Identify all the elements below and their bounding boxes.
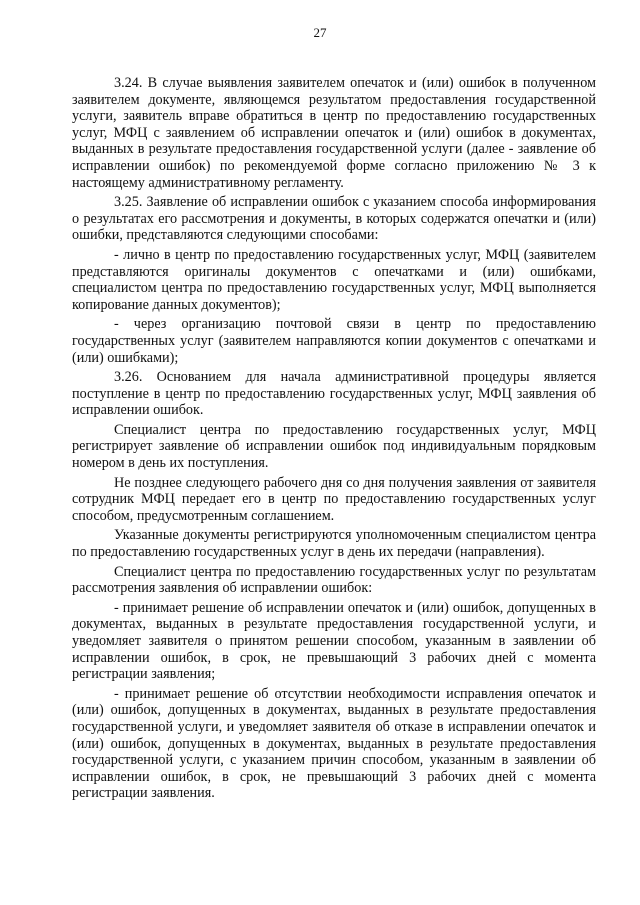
list-item-accept-correction: - принимает решение об исправлении опечаток и (или) ошибок, допущенных в документах, выданных в результате предоставления государственной услуги, и уведомляет заявителя о принятом решении способом, указанным в заявлении об исправлении ошибок, в срок, не превышающий 3 рабочих дней с момента регистрации заявления; xyxy=(72,599,596,683)
list-item-in-person: - лично в центр по предоставлению государственных услуг, МФЦ (заявителем представляются оригиналы документов с опечатками и (или) ошибками, специалистом центра по предоставлению государственных услуг, МФЦ выполняется копирование данных документов); xyxy=(72,246,596,313)
paragraph-registration: Специалист центра по предоставлению государственных услуг, МФЦ регистрирует заявление об исправлении ошибок под индивидуальным порядковым номером в день их поступления. xyxy=(72,421,596,472)
paragraph-specialist-review: Специалист центра по предоставлению государственных услуг по результатам рассмотрения заявления об исправлении ошибок: xyxy=(72,563,596,597)
paragraph-3-25: 3.25. Заявление об исправлении ошибок с указанием способа информирования о результатах его рассмотрения и документы, в которых содержатся опечатки и (или) ошибки, представляются следующими способами: xyxy=(72,194,596,244)
document-body xyxy=(72,75,596,805)
paragraph-transfer: Не позднее следующего рабочего дня со дня получения заявления от заявителя сотрудник МФЦ передает его в центр по предоставлению государственных услуг способом, предусмотренным соглашением. xyxy=(72,474,596,524)
page-number: 27 xyxy=(313,25,327,40)
paragraph-3-24: 3.24. В случае выявления заявителем опечаток и (или) ошибок в полученном заявителем документе, являющемся результатом предоставления государственной услуги, заявитель вправе обратиться в центр по предоставлению государственных услуг, МФЦ с заявлением об исправлении опечаток и (или) ошибок в документах, выданных в результате предоставления государственной услуги (далее - заявление об исправлении ошибок) по рекомендуемой форме согласно приложению № 3 к настоящему административному регламенту. xyxy=(72,75,596,191)
list-item-by-mail: - через организацию почтовой связи в центр по предоставлению государственных услуг (заявителем направляются копии документов с опечатками и (или) ошибками); xyxy=(72,316,596,366)
paragraph-documents-registered: Указанные документы регистрируются уполномоченным специалистом центра по предоставлению государственных услуг в день их передачи (направления). xyxy=(72,527,596,561)
list-item-reject-correction: - принимает решение об отсутствии необходимости исправления опечаток и (или) ошибок, допущенных в документах, выданных в результате предоставления государственной услуги, и уведомляет заявителя об отказе в исправлении опечаток и (или) ошибок, допущенных в документах, выданных в результате предоставления государственной услуги, с указанием причин способом, указанным в заявлении об исправлении ошибок, в срок, не превышающий 3 рабочих дней с момента регистрации заявления. xyxy=(72,685,596,802)
paragraph-3-26: 3.26. Основанием для начала административной процедуры является поступление в центр по предоставлению государственных услуг, МФЦ заявления об исправлении ошибок. xyxy=(72,369,596,419)
